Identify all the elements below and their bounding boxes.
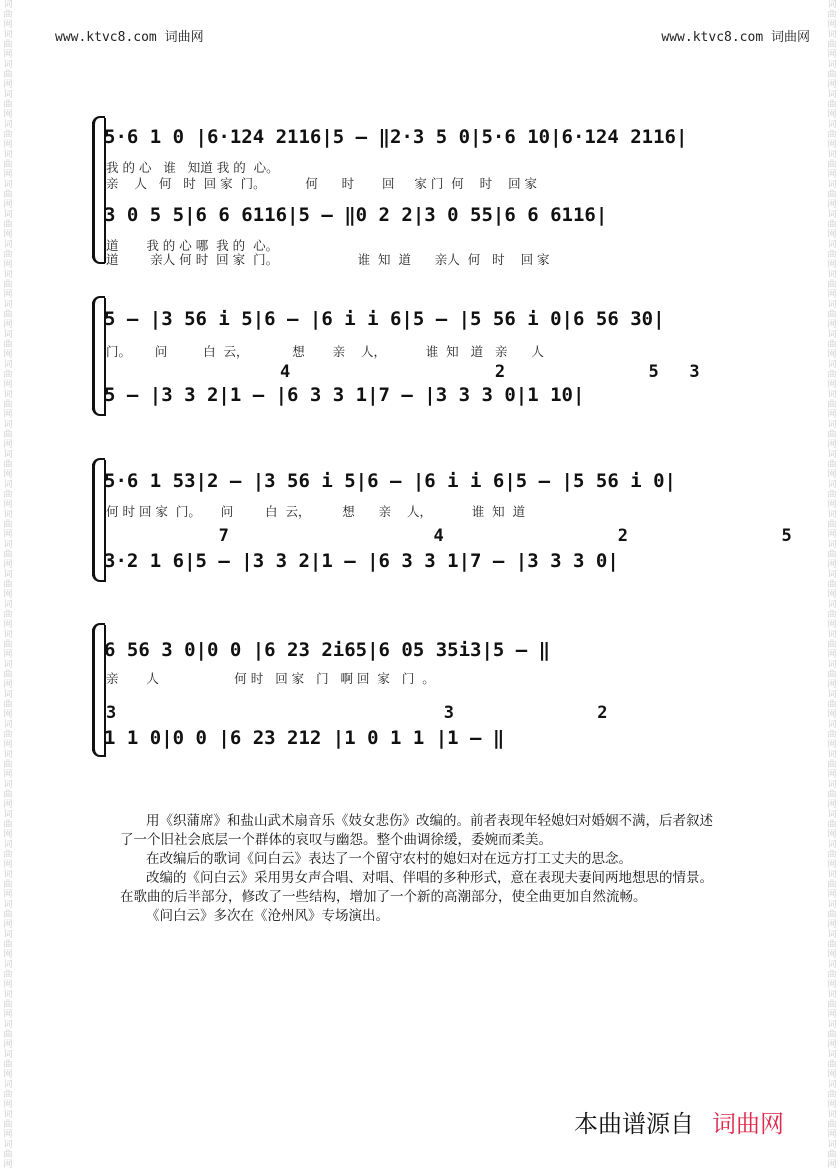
system-brace	[92, 302, 103, 410]
voice2-upper-notes: 4 2 5 3	[106, 362, 700, 382]
header-right	[661, 26, 810, 45]
voice1-notes: 5 – |3 56 i 5|6 – |6 i i 6|5 – |5 56 i 0|6 56 30|	[104, 308, 665, 330]
voice2-notes: 3·2 1 6|5 – |3 3 2|1 – |6 3 3 1|7 – |3 3 3 0|	[104, 550, 619, 572]
score-system-3	[92, 460, 792, 585]
voice1-lyrics: 亲 人 何 时 回 家 门 啊 回 家 门 。	[106, 671, 435, 686]
voice1-notes: 5·6 1 53|2 – |3 56 i 5|6 – |6 i i 6|5 – |5 56 i 0|	[104, 470, 676, 492]
voice1-notes: 6 56 3 0|0 0 |6 23 2i65|6 05 35i3|5 – ‖	[104, 639, 551, 661]
source-label: 本曲谱源自	[574, 1110, 694, 1138]
system-brace	[92, 464, 103, 576]
system-brace	[92, 629, 103, 751]
header-right-brand: 词曲网	[770, 30, 810, 45]
voice1-lyrics: 门。 问 白 云， 想 亲 人， 谁 知 道 亲 人	[106, 344, 544, 359]
header-left	[55, 26, 204, 45]
source-footer	[574, 1104, 784, 1139]
left-watermark: 词曲网词曲网词曲网词曲网词曲网词曲网词曲网词曲网词曲网词曲网词曲网词曲网词曲网词曲网词曲网词曲网词曲网词曲网词曲网词曲网词曲网词曲网词曲网词曲网词曲网词曲网词曲网词曲网词曲网词曲网词曲网词曲网词曲网词曲网词曲网词曲网词曲网词曲网词曲网	[3, 0, 13, 1169]
voice2-notes: 5 – |3 3 2|1 – |6 3 3 1|7 – |3 3 3 0|1 10|	[104, 384, 585, 406]
header-left-brand: 词曲网	[164, 30, 204, 45]
description-paragraph-3: 改编的《问白云》采用男女声合唱、对唱、伴唱的多种形式，意在表现夫妻间两地想思的情景。在歌曲的后半部分，修改了一些结构，增加了一个新的高潮部分，使全曲更加自然流畅。	[120, 870, 713, 905]
voice1-lyrics-verse1: 我 的 心 谁 知道 我 的 心。	[106, 160, 279, 175]
voice1-lyrics-verse2: 亲 人 何 时 回 家 门。 何 时 回 家 门 何 时 回 家	[106, 176, 538, 191]
header-right-url[interactable]: www.ktvc8.com	[661, 30, 764, 45]
score-system-1	[92, 118, 752, 268]
voice1-notes: 5·6 1 0 |6·124 2116|5 – ‖2·3 5 0|5·6 10|6·124 2116|	[104, 126, 688, 148]
source-brand-link[interactable]: 词曲网	[712, 1110, 784, 1138]
song-description	[120, 812, 720, 926]
right-watermark: 词曲网词曲网词曲网词曲网词曲网词曲网词曲网词曲网词曲网词曲网词曲网词曲网词曲网词曲网词曲网词曲网词曲网词曲网词曲网词曲网词曲网词曲网词曲网词曲网词曲网词曲网词曲网词曲网词曲网词曲网词曲网词曲网词曲网词曲网词曲网词曲网词曲网词曲网词曲网	[827, 0, 837, 1169]
voice2-lyrics-verse1: 道 我 的 心 哪 我 的 心。	[106, 238, 279, 253]
description-paragraph-1: 用《织蒲席》和盐山武术扇音乐《妓女悲伤》改编的。前者表现年轻媳妇对婚姻不满，后者叙述了一个旧社会底层一个群体的哀叹与幽怨。整个曲调徐缓，委婉而柔美。	[120, 813, 713, 848]
header-left-url[interactable]: www.ktvc8.com	[55, 30, 157, 45]
voice2-upper-notes: 7 4 2 5	[106, 526, 792, 546]
voice2-notes: 1 1 0|0 0 |6 23 212 |1 0 1 1 |1 – ‖	[104, 727, 505, 749]
system-brace	[92, 122, 103, 258]
voice2-lyrics-verse2: 道 亲人 何 时 回 家 门。 谁 知 道 亲人 何 时 回 家	[106, 252, 550, 267]
score-system-4	[92, 625, 752, 760]
voice2-notes: 3 0 5 5|6 6 6116|5 – ‖0 2 2|3 0 55|6 6 6116|	[104, 204, 608, 226]
score-system-2	[92, 298, 752, 418]
voice1-lyrics: 何 时 回 家 门。 问 白 云， 想 亲 人， 谁 知 道	[106, 504, 526, 519]
description-paragraph-2: 在改编后的歌词《问白云》表达了一个留守农村的媳妇对在远方打工丈夫的思念。	[146, 851, 632, 867]
description-paragraph-4: 《问白云》多次在《沧州风》专场演出。	[146, 908, 389, 924]
voice2-upper-notes: 3 3 2	[106, 703, 608, 723]
